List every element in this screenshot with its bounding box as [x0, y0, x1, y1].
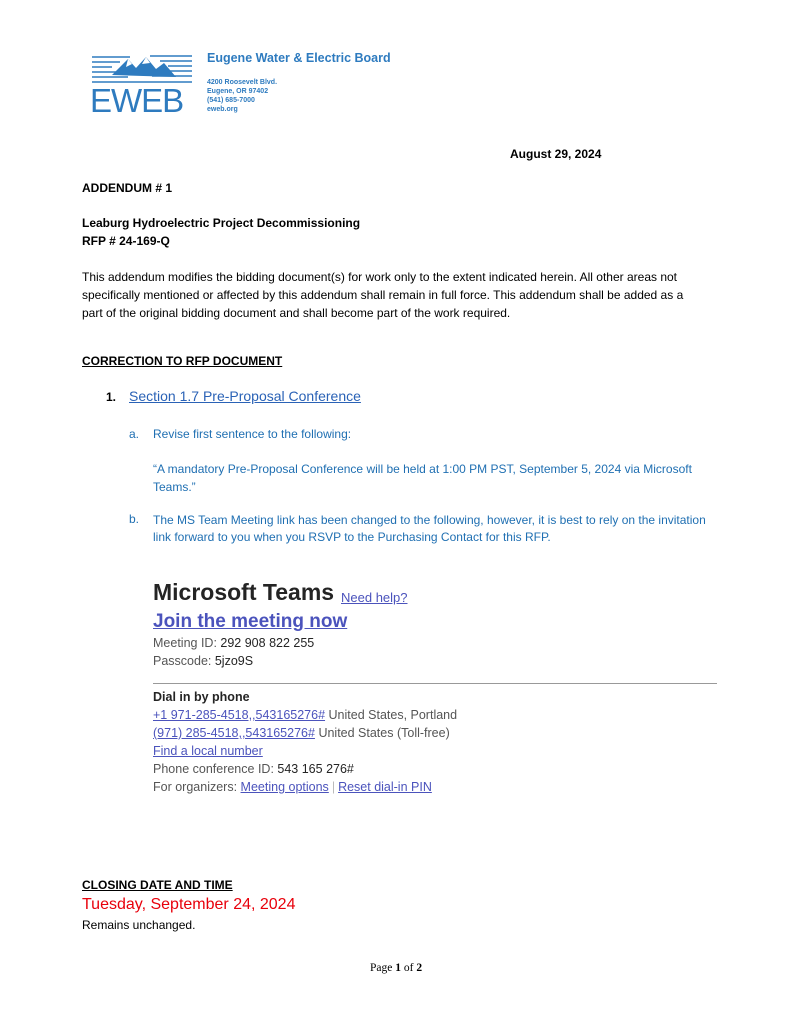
closing-heading: CLOSING DATE AND TIME [82, 878, 233, 892]
passcode-value: 5jzo9S [214, 654, 254, 668]
phone-link[interactable]: +1 971-285-4518,,543165276# [153, 708, 326, 722]
reset-pin-link[interactable]: Reset dial-in PIN [338, 780, 432, 794]
document-date: August 29, 2024 [510, 147, 602, 161]
address-line: 4200 Roosevelt Blvd. [207, 79, 278, 86]
phone-row [153, 726, 450, 740]
dial-in-heading: Dial in by phone [153, 690, 250, 704]
organizers-label: For organizers: [153, 780, 238, 794]
phone-location: United States (Toll-free) [318, 726, 450, 740]
logo-wordmark: EWEB [90, 82, 184, 119]
page-total: 2 [416, 962, 423, 974]
org-name: Eugene Water & Electric Board [207, 51, 391, 65]
sub-item-text: Revise first sentence to the following: [153, 427, 352, 441]
conference-id-label: Phone conference ID: [153, 762, 274, 776]
find-local-number-link[interactable]: Find a local number [153, 744, 263, 758]
teams-title: Microsoft Teams [153, 579, 335, 605]
find-local-row [153, 744, 263, 758]
passcode [153, 654, 253, 668]
phone-row [153, 708, 457, 722]
project-title: Leaburg Hydroelectric Project Decommissioning [82, 216, 361, 230]
address-line: eweb.org [207, 106, 238, 113]
meeting-id-label: Meeting ID: [153, 636, 217, 650]
page-prefix: Page [370, 962, 393, 974]
item-number: 1. [106, 390, 117, 404]
address-line: (541) 685-7000 [207, 97, 255, 104]
need-help-link[interactable]: Need help? [341, 590, 408, 605]
phone-link[interactable]: (971) 285-4518,,543165276# [153, 726, 315, 740]
revised-sentence: “A mandatory Pre-Proposal Conference will be held at 1:00 PM PST, September 5, 2024 via Microsoft Teams.” [153, 462, 692, 494]
page-number [370, 962, 422, 974]
intro-paragraph: This addendum modifies the bidding document(s) for work only to the extent indicated herein. All other areas not specifically mentioned or affected by this addendum shall remain in full force. This addendum shall be added as a part of the original bidding document and shall become part of the work required. [82, 270, 684, 320]
sub-item-text: The MS Team Meeting link has been changed to the following, however, it is best to rely on the invitation link forward to you when you RSVP to the Purchasing Contact for this RFP. [153, 513, 706, 544]
organizers-row [153, 780, 432, 794]
correction-heading: CORRECTION TO RFP DOCUMENT [82, 354, 283, 368]
divider [153, 683, 717, 684]
sub-item-letter: a. [129, 427, 140, 441]
meeting-id [153, 636, 314, 650]
separator: | [331, 780, 336, 794]
rfp-number: RFP # 24-169-Q [82, 234, 170, 248]
sub-item-letter: b. [129, 512, 140, 526]
address-line: Eugene, OR 97402 [207, 88, 269, 95]
page-current: 1 [395, 962, 401, 974]
conference-id-value: 543 165 276# [277, 762, 354, 776]
page-of: of [403, 962, 414, 974]
phone-location: United States, Portland [328, 708, 458, 722]
closing-date: Tuesday, September 24, 2024 [82, 896, 296, 913]
meeting-id-value: 292 908 822 255 [220, 636, 315, 650]
section-link[interactable]: Section 1.7 Pre-Proposal Conference [129, 388, 361, 404]
conference-id-row [153, 762, 354, 776]
addendum-number: ADDENDUM # 1 [82, 181, 173, 195]
passcode-label: Passcode: [153, 654, 212, 668]
join-meeting-link[interactable]: Join the meeting now [153, 611, 348, 632]
closing-note: Remains unchanged. [82, 918, 196, 932]
meeting-options-link[interactable]: Meeting options [240, 780, 329, 794]
